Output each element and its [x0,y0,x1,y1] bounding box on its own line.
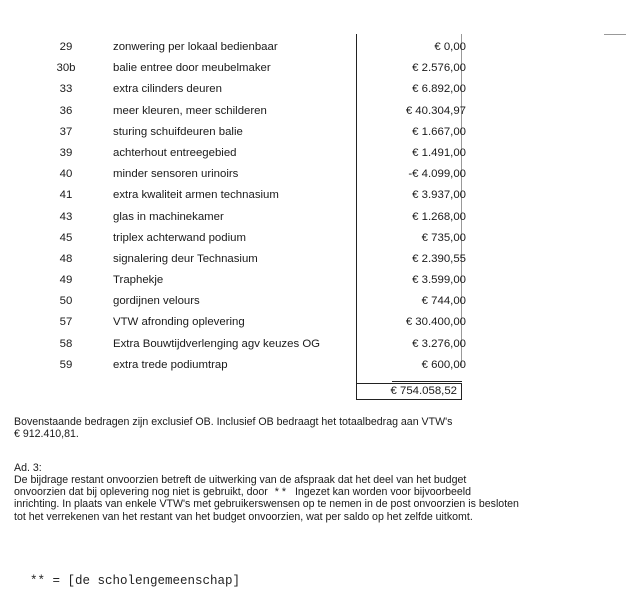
row-description: minder sensoren urinoirs [113,168,239,181]
row-description: extra cilinders deuren [113,83,222,96]
paragraph-ad3 [14,474,624,523]
table-row [40,165,470,186]
row-amount: € 3.599,00 [412,274,466,287]
row-number: 45 [59,231,73,244]
row-amount: € 40.304,97 [405,104,466,117]
row-description: gordijnen velours [113,295,200,308]
row-amount: € 1.491,00 [412,146,466,159]
table-row [40,186,470,207]
row-amount: € 1.268,00 [412,210,466,223]
table-row [40,38,470,59]
row-description: meer kleuren, meer schilderen [113,104,267,117]
table-row [40,102,470,123]
table-row [40,250,470,271]
row-description: balie entree door meubelmaker [113,62,271,75]
row-number: 49 [59,274,73,287]
row-number: 41 [59,189,73,202]
row-number: 37 [59,125,73,138]
paragraph-ob-line1: Bovenstaande bedragen zijn exclusief OB. Inclusief OB bedraagt het totaalbedrag aan VTW's [14,416,453,428]
table-row [40,271,470,292]
paragraph-ob-line2: € 912.410,81. [14,428,79,441]
row-amount: € 600,00 [421,358,466,371]
paragraph-ob [14,416,624,440]
row-description: extra trede podiumtrap [113,358,228,371]
row-amount: € 3.276,00 [412,337,466,350]
row-number: 57 [59,316,73,329]
row-description: sturing schuifdeuren balie [113,125,243,138]
row-amount: € 744,00 [421,295,466,308]
subtotal-underline [392,381,462,382]
row-description: Traphekje [113,274,164,287]
row-number: 58 [59,337,73,350]
row-number: 30b [56,62,76,75]
footnote: ** = [de scholengemeenschap] [30,574,241,588]
row-description: signalering deur Technasium [113,252,258,265]
row-description: zonwering per lokaal bedienbaar [113,41,278,53]
table-row [40,356,470,377]
row-number: 59 [59,358,73,371]
row-amount: € 2.576,00 [412,62,466,75]
margin-dash [604,34,626,35]
row-number: 33 [59,83,73,96]
table-row [40,335,470,356]
paragraph-ad3-line1: De bijdrage restant onvoorzien betreft de uitwerking van de afspraak dat het deel van het budget [14,474,467,486]
table-row [40,208,470,229]
table-row [40,313,470,334]
row-number: 48 [59,252,73,265]
table-row [40,292,470,313]
redaction-mark: * * [274,486,286,499]
paragraph-ad3-line2 [14,486,624,498]
row-number: 29 [59,41,73,53]
row-amount: € 6.892,00 [412,83,466,96]
row-number: 39 [59,146,73,159]
row-amount: € 2.390,55 [412,252,466,265]
section-heading-ad3: Ad. 3: [14,462,42,474]
row-amount: -€ 4.099,00 [408,168,466,181]
row-amount: € 735,00 [421,231,466,244]
paragraph-ad3-line2b: Ingezet kan worden voor bijvoorbeeld [294,486,472,499]
row-description: Extra Bouwtijdverlenging agv keuzes OG [113,337,321,350]
row-amount: € 3.937,00 [412,189,466,202]
row-number: 43 [59,210,73,223]
table-row [40,229,470,250]
row-number: 50 [59,295,73,308]
paragraph-ad3-line4: tot het verrekenen van het restant van het budget onvoorzien, wat per saldo op het zelfde uitkomt. [14,510,473,523]
table-row [40,144,470,165]
row-description: achterhout entreegebied [113,146,237,159]
table-row [40,123,470,144]
paragraph-ad3-line3: inrichting. In plaats van enkele VTW's met gebruikerswensen op te nemen in de post onvoorzien is besloten [14,498,519,511]
row-amount: € 1.667,00 [412,125,466,138]
row-number: 40 [59,168,73,181]
table-row [40,80,470,101]
row-amount: € 30.400,00 [405,316,466,329]
row-number: 36 [59,104,73,117]
row-description: extra kwaliteit armen technasium [113,189,279,202]
table-row [40,59,470,80]
row-description: VTW afronding oplevering [113,316,245,329]
paragraph-ad3-line2a: onvoorzien dat bij oplevering nog niet is gebruikt, door [14,486,268,499]
row-description: triplex achterwand podium [113,231,246,244]
cost-table [40,38,470,377]
row-description: glas in machinekamer [113,210,224,223]
total-amount: € 754.058,52 [356,383,462,400]
row-amount: € 0,00 [434,41,466,53]
